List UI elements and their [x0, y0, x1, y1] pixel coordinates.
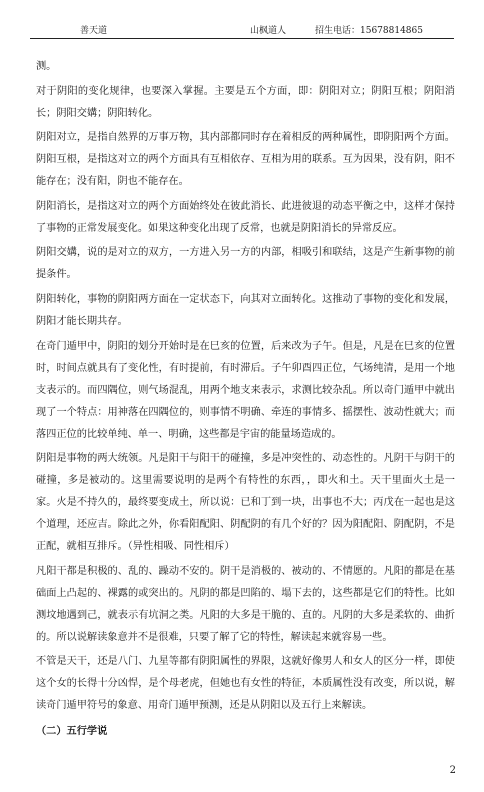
page-header: [30, 20, 454, 39]
section-heading: （二）五行学说: [36, 724, 108, 737]
paragraph: 对于阴阳的变化规律，也要深入掌握。主要是五个方面，即：阴阳对立；阴阳互根；阴阳消长；阴阳交媾；阴阳转化。: [36, 85, 455, 119]
paragraph: 凡阳干都是积极的、乱的、躁动不安的。阴干是消极的、被动的、不情愿的。凡阳的都是在基础面上凸起的、裸露的或突出的。凡阴的都是凹陷的、塌下去的，这些都是它们的特性。比如测坟地遇到己，就表示有坑洞之类。凡阳的大多是干脆的、直的。凡阴的大多是柔软的、曲折的。所以说解读象意并不是很难，只要了解了它的特性，解读起来就容易一些。: [36, 565, 455, 643]
header-author: 山枫道人: [250, 26, 287, 36]
paragraph: 阴阳转化，事物的阴阳两方面在一定状态下，向其对立面转化。这推动了事物的变化和发展，阴阳才能长期共存。: [36, 293, 455, 327]
paragraph: 阴阳是事物的两大统领。凡是阳干与阳干的碰撞，多是冲突性的、动态性的。凡阴干与阴干的碰撞，多是被动的。这里需要说明的是两个有特性的东西，，即火和土。天干里面火土是一家。火是不持久的，最终要变成土，所以说：已和丁到一块，出事也不大；丙戊在一起也是这个道理，还应吉。除此之外，你看阳配阳、阴配阴的有几个好的？因为阳配阳、阴配阴，不是正配，就相互排斥。（异性相吸、同性相斥）: [36, 453, 455, 553]
paragraph: 阴阳对立，是指自然界的万事万物，其内部都同时存在着相反的两种属性，即阴阳两个方面。阴阳互根，是指这对立的两个方面具有互相依存、互相为用的联系。互为因果，没有阴，阳不能存在；没有阳，阴也不能存在。: [36, 132, 455, 188]
header-left-title: 善天道: [80, 26, 108, 36]
page-number: 2: [449, 765, 456, 776]
paragraph: 不管是天干，还是八门、九星等都有阴阳属性的界限，这就好像男人和女人的区分一样，即使这个女的长得十分凶悍，是个母老虎，但她也有女性的特征，本质属性没有改变，所以说，解读奇门遁甲符号的象意、用奇门遁甲预测，还是从阴阳以及五行上来解读。: [36, 656, 455, 712]
header-phone: 招生电话：15678814865: [315, 26, 423, 36]
paragraph: 阴阳交媾，说的是对立的双方，一方进入另一方的内部，相吸引和联结，这是产生新事物的前提条件。: [36, 247, 455, 281]
page-body: [36, 56, 455, 742]
paragraph: 测。: [36, 61, 57, 72]
paragraph: 在奇门遁甲中，阴阳的划分开始时是在巳亥的位置，后来改为子午。但是，凡是在巳亥的位置时，时间点就具有了变化性，有时提前，有时滞后。子午卯酉四正位，气场纯清，是用一个地支表示的。而四隅位，则气场混乱，用两个地支来表示，求测比较杂乱。所以奇门遁甲中就出现了一个特点：用神落在四隅位的，则事情不明确、牵连的事情多、摇摆性、波动性就大；而落四正位的比较单纯、单一、明确，这些都是宇宙的能量场造成的。: [36, 340, 455, 440]
paragraph: 阴阳消长，是指这对立的两个方面始终处在彼此消长、此进彼退的动态平衡之中，这样才保持了事物的正常发展变化。如果这种变化出现了反常，也就是阴阳消长的异常反应。: [36, 200, 455, 234]
